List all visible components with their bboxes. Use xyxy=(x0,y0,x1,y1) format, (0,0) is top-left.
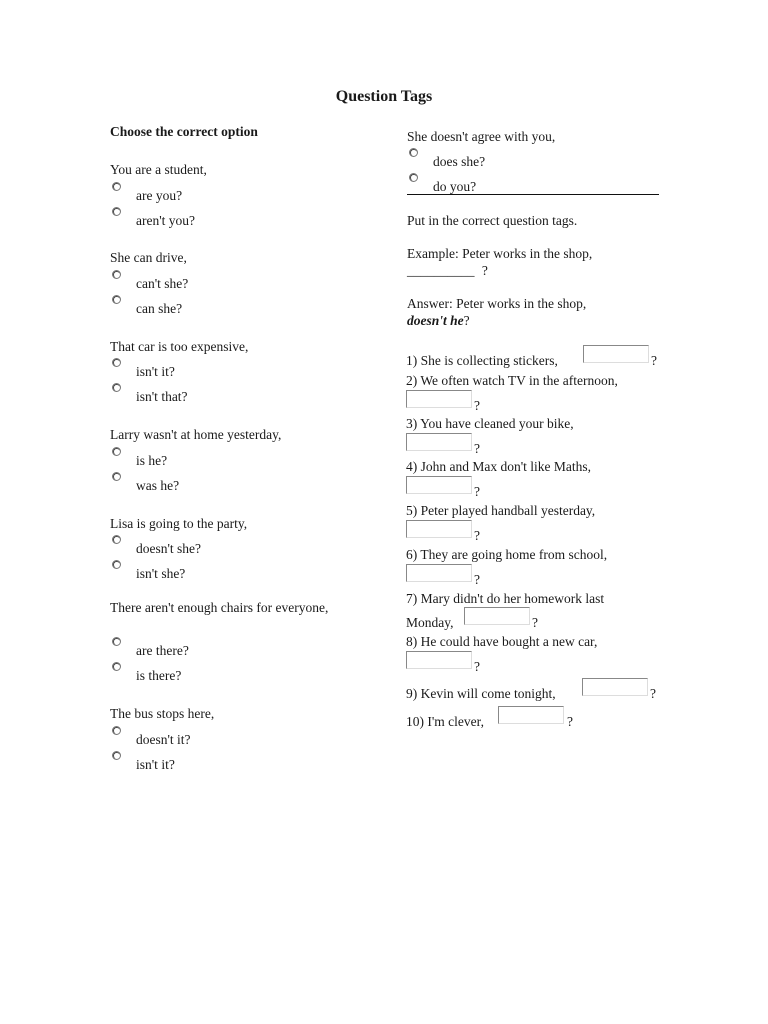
radio-option[interactable] xyxy=(112,447,121,456)
question-text: That car is too expensive, xyxy=(110,339,249,354)
item-text: 5) Peter played handball yesterday, xyxy=(406,503,596,518)
option-label: isn't it? xyxy=(136,364,175,379)
item-text: 4) John and Max don't like Maths, xyxy=(406,459,592,474)
question-text: Larry wasn't at home yesterday, xyxy=(110,427,282,442)
radio-option[interactable] xyxy=(112,358,121,367)
radio-option[interactable] xyxy=(112,383,121,392)
divider xyxy=(407,194,659,195)
question-mark: ? xyxy=(474,398,480,413)
instruction-text: Put in the correct question tags. xyxy=(407,213,578,228)
answer-input[interactable] xyxy=(406,520,472,538)
question-mark: ? xyxy=(567,714,573,729)
answer-input[interactable] xyxy=(406,390,472,408)
option-label: was he? xyxy=(136,478,180,493)
answer-input[interactable] xyxy=(406,564,472,582)
question-text: She can drive, xyxy=(110,250,187,265)
question-mark: ? xyxy=(650,686,656,701)
answer-input[interactable] xyxy=(406,651,472,669)
item-text: 10) I'm clever, xyxy=(406,714,484,729)
radio-option[interactable] xyxy=(409,173,418,182)
answer-input[interactable] xyxy=(464,607,530,625)
option-label: is there? xyxy=(136,668,182,683)
question-text: The bus stops here, xyxy=(110,706,215,721)
question-text: Lisa is going to the party, xyxy=(110,516,248,531)
example-text: Example: Peter works in the shop, xyxy=(407,246,593,261)
option-label: doesn't it? xyxy=(136,732,191,747)
option-label: can't she? xyxy=(136,276,189,291)
option-label: doesn't she? xyxy=(136,541,202,556)
radio-option[interactable] xyxy=(409,148,418,157)
option-label: are there? xyxy=(136,643,189,658)
option-label: is he? xyxy=(136,453,168,468)
radio-option[interactable] xyxy=(112,270,121,279)
radio-option[interactable] xyxy=(112,726,121,735)
item-text: 6) They are going home from school, xyxy=(406,547,608,562)
radio-option[interactable] xyxy=(112,560,121,569)
question-text: You are a student, xyxy=(110,162,207,177)
question-text: She doesn't agree with you, xyxy=(407,129,556,144)
item-text-cont: Monday, xyxy=(406,615,454,630)
blank-line: __________ xyxy=(407,263,475,278)
answer-text: Answer: Peter works in the shop, xyxy=(407,296,587,311)
item-text: 9) Kevin will come tonight, xyxy=(406,686,556,701)
example-blank xyxy=(407,263,488,279)
question-mark: ? xyxy=(474,441,480,456)
answer-tag: doesn't he xyxy=(407,313,464,328)
answer-tag-line xyxy=(407,313,470,329)
question-text: There aren't enough chairs for everyone, xyxy=(110,600,329,615)
item-text: 7) Mary didn't do her homework last xyxy=(406,591,605,606)
question-mark: ? xyxy=(474,659,480,674)
question-mark: ? xyxy=(463,313,470,328)
item-text: 3) You have cleaned your bike, xyxy=(406,416,574,431)
radio-option[interactable] xyxy=(112,472,121,481)
radio-option[interactable] xyxy=(112,182,121,191)
item-text: 1) She is collecting stickers, xyxy=(406,353,558,368)
question-mark: ? xyxy=(532,615,538,630)
answer-input[interactable] xyxy=(498,706,564,724)
radio-option[interactable] xyxy=(112,751,121,760)
radio-option[interactable] xyxy=(112,637,121,646)
radio-option[interactable] xyxy=(112,662,121,671)
question-mark: ? xyxy=(651,353,657,368)
answer-input[interactable] xyxy=(406,433,472,451)
radio-option[interactable] xyxy=(112,535,121,544)
section-heading: Choose the correct option xyxy=(110,124,258,139)
question-mark: ? xyxy=(474,528,480,543)
question-mark: ? xyxy=(474,572,480,587)
option-label: isn't it? xyxy=(136,757,175,772)
option-label: isn't she? xyxy=(136,566,186,581)
answer-input[interactable] xyxy=(583,345,649,363)
radio-option[interactable] xyxy=(112,295,121,304)
page-title: Question Tags xyxy=(335,88,433,105)
question-mark: ? xyxy=(481,263,488,278)
radio-option[interactable] xyxy=(112,207,121,216)
answer-input[interactable] xyxy=(582,678,648,696)
option-label: aren't you? xyxy=(136,213,196,228)
option-label: can she? xyxy=(136,301,183,316)
item-text: 8) He could have bought a new car, xyxy=(406,634,598,649)
option-label: isn't that? xyxy=(136,389,188,404)
option-label: are you? xyxy=(136,188,183,203)
question-mark: ? xyxy=(474,484,480,499)
item-text: 2) We often watch TV in the afternoon, xyxy=(406,373,618,388)
option-label: does she? xyxy=(433,154,486,169)
option-label: do you? xyxy=(433,179,477,194)
answer-input[interactable] xyxy=(406,476,472,494)
